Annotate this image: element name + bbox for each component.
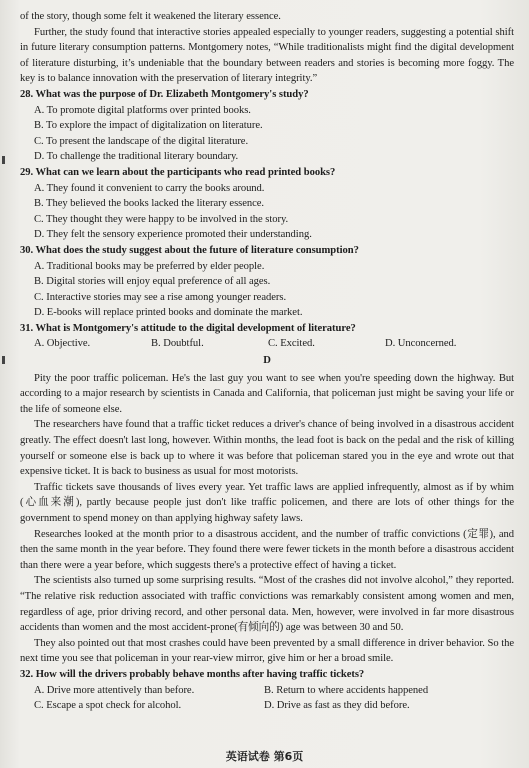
question-number: 30.	[20, 244, 34, 256]
question-stem: What can we learn about the participants who read printed books?	[35, 166, 336, 178]
option-b: B. Return to where accidents happened	[264, 684, 429, 696]
option-c: C. To present the landscape of the digital literature.	[34, 135, 249, 147]
option-b: B. To explore the impact of digitalization on literature.	[34, 120, 263, 132]
question-30	[20, 243, 514, 321]
option-b: B. Doubtful.	[151, 338, 204, 350]
question-31	[20, 321, 514, 352]
option-c: C. Interactive stories may see a rise among younger readers.	[34, 291, 287, 303]
binding-mark	[2, 156, 5, 164]
question-28	[20, 87, 514, 165]
question-stem: How will the drivers probably behave months after having traffic tickets?	[35, 668, 365, 680]
passage-d-paragraph: Researches looked at the month prior to a disastrous accident, and the number of traffic convictions (定罪), and then the same month in the year before. They found there were fewer tickets in the month before a disastrous accident than there were a year before, which suggests there's a protective effect of having a ticket.	[20, 528, 514, 571]
option-c: C. Escape a spot check for alcohol.	[34, 700, 182, 712]
option-d: D. Drive as fast as they did before.	[264, 700, 410, 712]
question-number: 28.	[20, 88, 34, 100]
question-29	[20, 165, 514, 243]
passage-d-paragraph: Pity the poor traffic policeman. He's the last guy you want to see when you're speeding down the highway. But according to a major research by scientists in Canada and California, that policeman just might be saving your life or the life of someone else.	[20, 372, 514, 415]
option-a: A. They found it convenient to carry the books around.	[34, 182, 265, 194]
question-stem: What does the study suggest about the future of literature consumption?	[35, 244, 359, 256]
option-b: B. Digital stories will enjoy equal preference of all ages.	[34, 276, 271, 288]
question-stem: What was the purpose of Dr. Elizabeth Montgomery's study?	[35, 88, 309, 100]
question-number: 31.	[20, 322, 34, 334]
option-a: A. To promote digital platforms over printed books.	[34, 104, 251, 116]
option-a: A. Drive more attentively than before.	[34, 684, 195, 696]
option-d: D. They felt the sensory experience promoted their understanding.	[34, 229, 312, 241]
question-number: 32.	[20, 668, 34, 680]
option-d: D. Unconcerned.	[385, 338, 457, 350]
passage-d-paragraph: The researchers have found that a traffic ticket reduces a driver's chance of being involved in a disastrous accident greatly. The effect doesn't last long, however. Within months, the lead foot is back on the pedal and the risk of killing yourself or someone else is back up to where it was before that policeman stared you in the eye and wrote out that expensive ticket. It is back to business as usual for most motorists.	[20, 419, 514, 478]
option-d: D. E-books will replace printed books and dominate the market.	[34, 307, 303, 319]
passage-d-paragraph: They also pointed out that most crashes could have been prevented by a small difference in driver behavior. So the next time you see that policeman in your rear-view mirror, give him or her a broad smile.	[20, 637, 514, 665]
section-heading: D	[263, 355, 271, 367]
question-32	[20, 667, 514, 714]
option-b: B. They believed the books lacked the literary essence.	[34, 198, 265, 210]
option-c: C. Excited.	[268, 338, 315, 350]
passage-c-paragraph: Further, the study found that interactive stories appealed especially to younger readers, suggesting a potential shift in future literary consumption patterns. Montgomery notes, “While traditionalists might find the digital development of literature disturbing, it’s undeniable that the boundary between readers and stories is becoming more foggy. The key is to balance innovation with the preservation of literary integrity.”	[20, 26, 514, 85]
option-c: C. They thought they were happy to be involved in the story.	[34, 213, 289, 225]
option-a: A. Objective.	[34, 338, 91, 350]
question-stem: What is Montgomery's attitude to the digital development of literature?	[35, 322, 356, 334]
option-a: A. Traditional books may be preferred by elder people.	[34, 260, 265, 272]
passage-d-paragraph: The scientists also turned up some surprising results. “Most of the crashes did not involve alcohol,” they reported. “The relative risk reduction associated with traffic convictions was remarkably consistent among women and men, regardless of age, prior driving record, and other personal data. Men, however, were involved in far more disastrous accidents than women and the most accident-prone(有倾向的) age was between 30 and 50.	[20, 575, 514, 634]
page-content	[20, 9, 514, 714]
option-d: D. To challenge the traditional literary boundary.	[34, 151, 239, 163]
passage-d-paragraph: Traffic tickets save thousands of lives every year. Yet traffic laws are applied infrequently, almost as if by whim (心血来潮), partly because people just don't like traffic policemen, and there are lots of other things for the government to spend money on than applying highway safety laws.	[20, 481, 514, 524]
question-number: 29.	[20, 166, 34, 178]
page-footer: 英语试卷 第6页	[225, 750, 304, 763]
passage-c-tail: of the story, though some felt it weakened the literary essence.	[20, 11, 281, 22]
binding-mark	[2, 356, 5, 364]
